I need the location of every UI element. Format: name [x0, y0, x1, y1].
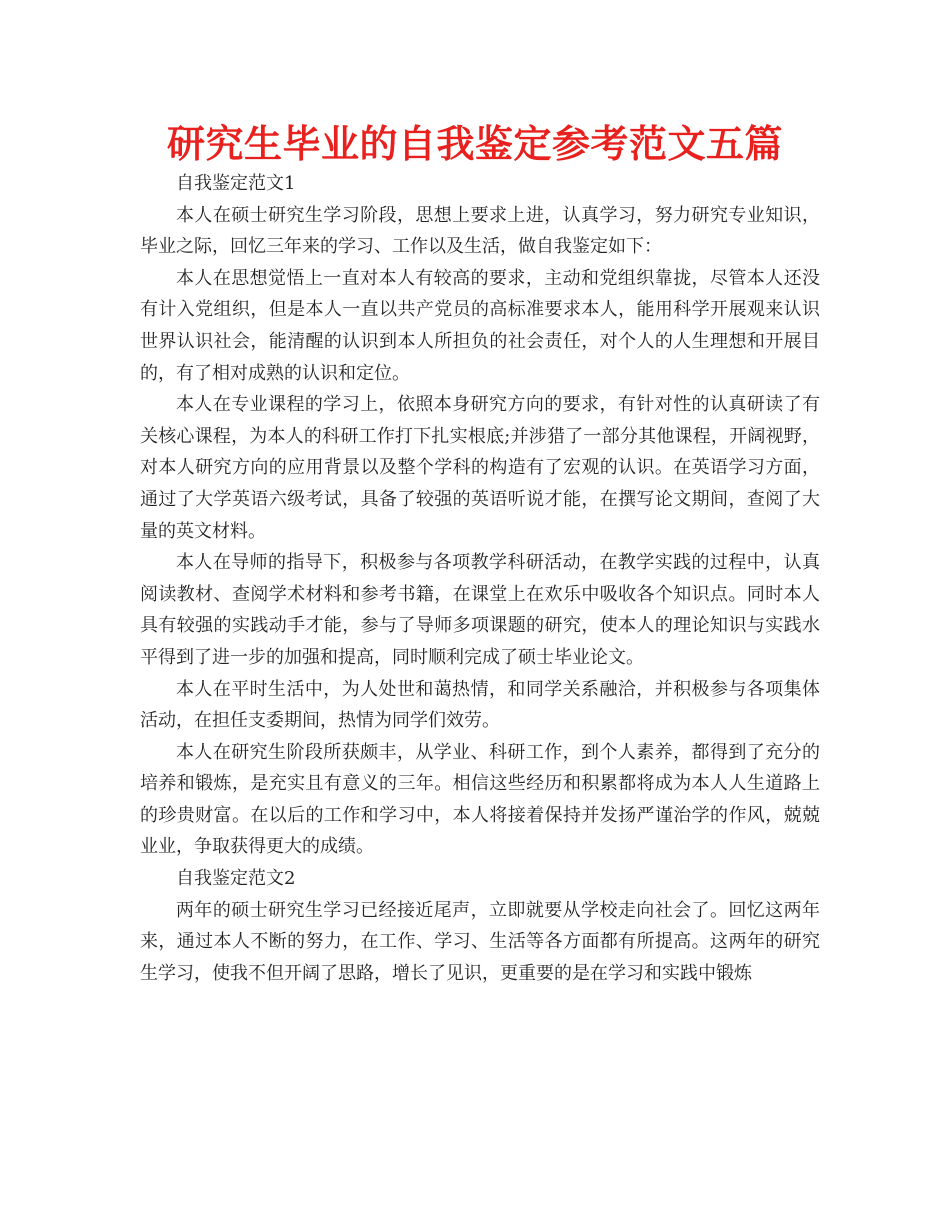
paragraph: 本人在专业课程的学习上，依照本身研究方向的要求，有针对性的认真研读了有关核心课程，为本人的科研工作打下扎实根底;并涉猎了一部分其他课程，开阔视野，对本人研究方向的应用背景以及整个学科的构造有了宏观的认识。在英语学习方面，通过了大学英语六级考试，具备了较强的英语听说才能，在撰写论文期间，查阅了大量的英文材料。: [140, 394, 820, 542]
section-heading-2: 自我鉴定范文2: [176, 868, 296, 890]
section-heading-1: 自我鉴定范文1: [176, 173, 296, 194]
paragraph: 本人在思想觉悟上一直对本人有较高的要求，主动和党组织靠拢，尽管本人还没有计入党组织，但是本人一直以共产党员的高标准要求本人，能用科学开展观来认识世界认识社会，能清醒的认识到本人所担负的社会责任，对个人的人生理想和开展目的，有了相对成熟的认识和定位。: [140, 267, 820, 384]
paragraph: 本人在研究生阶段所获颇丰，从学业、科研工作，到个人素养，都得到了充分的培养和锻炼，是充实且有意义的三年。相信这些经历和积累都将成为本人人生道路上的珍贵财富。在以后的工作和学习中，本人将接着保持并发扬严谨治学的作风，兢兢业业，争取获得更大的成绩。: [140, 741, 820, 858]
paragraph: 本人在硕士研究生学习阶段，思想上要求上进，认真学习，努力研究专业知识，毕业之际，回忆三年来的学习、工作以及生活，做自我鉴定如下：: [140, 204, 820, 258]
document-body: [140, 168, 820, 989]
paragraph: 本人在平时生活中，为人处世和蔼热情，和同学关系融洽，并积极参与各项集体活动，在担任支委期间，热情为同学们效劳。: [140, 678, 820, 732]
paragraph: 本人在导师的指导下，积极参与各项教学科研活动，在教学实践的过程中，认真阅读教材、查阅学术材料和参考书籍，在课堂上在欢乐中吸收各个知识点。同时本人具有较强的实践动手才能，参与了导师多项课题的研究，使本人的理论知识与实践水平得到了进一步的加强和提高，同时顺利完成了硕士毕业论文。: [140, 552, 820, 668]
document-title: 研究生毕业的自我鉴定参考范文五篇: [166, 122, 783, 166]
paragraph: 两年的硕士研究生学习已经接近尾声，立即就要从学校走向社会了。回忆这两年来，通过本人不断的努力，在工作、学习、生活等各方面都有所提高。这两年的研究生学习，使我不但开阔了思路，增长了见识，更重要的是在学习和实践中锻炼: [140, 899, 820, 984]
